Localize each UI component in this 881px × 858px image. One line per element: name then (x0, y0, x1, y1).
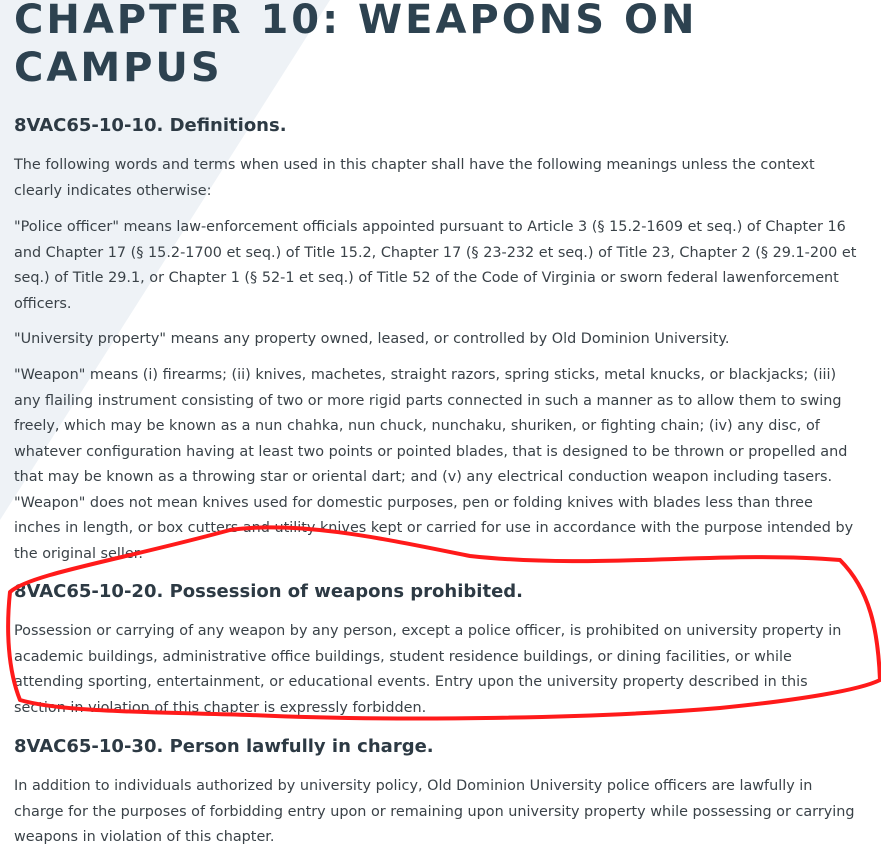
paragraph-weapon-definition: "Weapon" means (i) firearms; (ii) knives, machetes, straight razors, spring sticks, metal knucks, or blackjacks; (iii) any flailing instrument consisting of two or more rigid parts connected in such a manner as to allow them to swing freely, which may be known as a nun chahka, nun chuck, nunchaku, shuriken, or fighting chain; (iv) any disc, of whatever configuration having at least two points or pointed blades, that is designed to be thrown or propelled and that may be known as a throwing star or oriental dart; and (v) any electrical conduction weapon including tasers. "Weapon" does not mean knives used for domestic purposes, pen or folding knives with blades less than three inches in length, or box cutters and utility knives kept or carried for use in accordance with the purpose intended by the original seller. (14, 367, 854, 562)
paragraph-university-property-definition: "University property" means any property owned, leased, or controlled by Old Dominion University. (14, 331, 730, 347)
section-heading-possession-prohibited: 8VAC65-10-20. Possession of weapons prohibited. (14, 581, 524, 602)
section-heading-person-in-charge: 8VAC65-10-30. Person lawfully in charge. (14, 736, 434, 757)
paragraph-definitions-intro: The following words and terms when used in this chapter shall have the following meanings unless the context clearly indicates otherwise: (14, 157, 815, 199)
paragraph-person-in-charge: In addition to individuals authorized by university policy, Old Dominion University police officers are lawfully in charge for the purposes of forbidding entry upon or remaining upon university property while possessing or carrying weapons in violation of this chapter. (14, 778, 855, 845)
paragraph-police-officer-definition: "Police officer" means law-enforcement officials appointed pursuant to Article 3 (§ 15.2-1609 et seq.) of Chapter 16 and Chapter 17 (§ 15.2-1700 et seq.) of Title 15.2, Chapter 17 (§ 23-232 et seq.) of Title 23, Chapter 2 (§ 29.1-200 et seq.) of Title 29.1, or Chapter 1 (§ 52-1 et seq.) of Title 52 of the Code of Virginia or sworn federal lawenforcement officers. (14, 219, 857, 312)
section-heading-definitions: 8VAC65-10-10. Definitions. (14, 115, 287, 136)
chapter-title: CHAPTER 10: WEAPONS ON CAMPUS (14, 0, 698, 91)
paragraph-possession-prohibited: Possession or carrying of any weapon by any person, except a police officer, is prohibited on university property in academic buildings, administrative office buildings, student residence buildings, or dining facilities, or while attending sporting, entertainment, or educational events. Entry upon the university property described in this section in violation of this chapter is expressly forbidden. (14, 623, 842, 716)
